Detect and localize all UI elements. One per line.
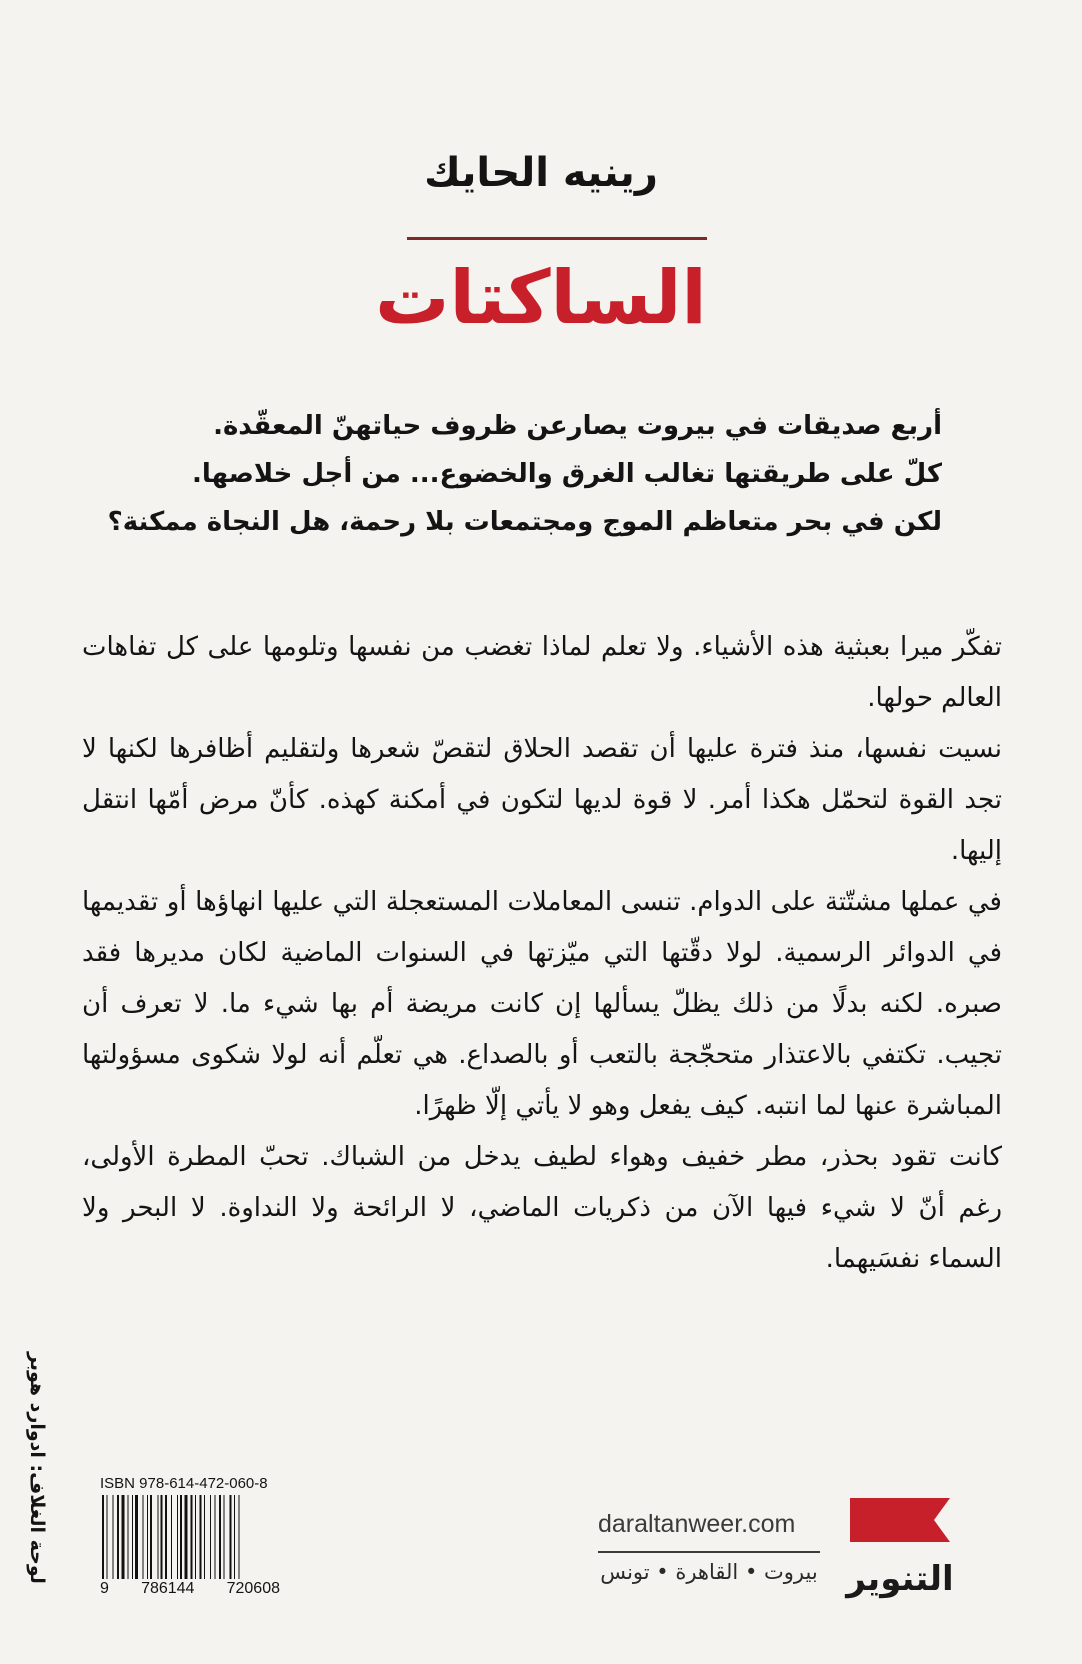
barcode-bar <box>143 1495 144 1579</box>
blurb-line: كلّ على طريقتها تغالب الغرق والخضوع... من أجل خلاصها. <box>191 459 942 489</box>
barcode-digit-group: 786144 <box>141 1580 195 1597</box>
barcode-bar <box>191 1495 193 1579</box>
excerpt-paragraph: تفكّر ميرا بعبثية هذه الأشياء. ولا تعلم لماذا تغضب من نفسها وتلومها على كل تفاهات العالم حولها. <box>82 632 1002 713</box>
barcode-digit-group: 720608 <box>226 1580 280 1597</box>
barcode-bar <box>230 1495 232 1579</box>
barcode <box>100 1495 280 1579</box>
book-title: الساكتات <box>375 255 707 341</box>
cover-art-credit: لوحة الغلاف: ادوارد هوبر <box>26 1352 48 1584</box>
blurb <box>107 402 942 546</box>
barcode-bar <box>147 1495 148 1579</box>
title-divider <box>407 237 707 240</box>
barcode-bar <box>158 1495 159 1579</box>
isbn: ISBN 978-614-472-060-8 <box>100 1475 268 1492</box>
blurb-line: لكن في بحر متعاظم الموج ومجتمعات بلا رحمة، هل النجاة ممكنة؟ <box>107 507 942 537</box>
barcode-bar <box>122 1495 125 1579</box>
barcode-bar <box>210 1495 211 1579</box>
barcode-bar <box>107 1495 108 1579</box>
barcode-bar <box>195 1495 196 1579</box>
barcode-bar <box>171 1495 172 1579</box>
barcode-bar <box>224 1495 225 1579</box>
publisher-divider <box>598 1551 820 1553</box>
barcode-digits <box>100 1580 280 1598</box>
blurb-line: أربع صديقات في بيروت يصارعن ظروف حياتهنّ المعقّدة. <box>213 411 942 441</box>
author-name: رينيه الحايك <box>424 150 658 196</box>
barcode-bar <box>185 1495 188 1579</box>
publisher-website: daraltanweer.com <box>598 1510 796 1538</box>
barcode-bar <box>200 1495 202 1579</box>
barcode-bar <box>234 1495 235 1579</box>
barcode-bar <box>135 1495 138 1579</box>
barcode-bar <box>113 1495 114 1579</box>
excerpt <box>82 622 1002 1285</box>
barcode-bar <box>219 1495 221 1579</box>
publisher-cities: بيروت • القاهرة • تونس <box>600 1560 818 1584</box>
publisher-logo <box>830 1490 970 1600</box>
barcode-bar <box>161 1495 163 1579</box>
flag-icon <box>850 1498 950 1542</box>
barcode-bar <box>102 1495 104 1579</box>
barcode-bar <box>128 1495 129 1579</box>
barcode-bar <box>117 1495 119 1579</box>
barcode-bar <box>204 1495 205 1579</box>
barcode-bar <box>177 1495 178 1579</box>
barcode-bar <box>215 1495 216 1579</box>
barcode-bar <box>150 1495 152 1579</box>
excerpt-paragraph: في عملها مشتّتة على الدوام. تنسى المعاملات المستعجلة التي عليها انهاؤها أو تقديمها في الدوائر الرسمية. لولا دقّتها التي ميّزتها في السنوات الماضية لكان مديرها فقد صبره. لكنه بدلًا من ذلك يظلّ يسألها إن كانت مريضة أم بها شيء ما. لا تعرف أن تجيب. تكتفي بالاعتذار متحجّجة بالتعب أو بالصداع. هي تعلّم أنه لولا شكوى مسؤولتها المباشرة عنها لما انتبه. كيف يفعل وهو لا يأتي إلّا ظهرًا. <box>82 887 1002 1121</box>
barcode-digit-group: 9 <box>100 1580 109 1597</box>
barcode-bar <box>165 1495 167 1579</box>
excerpt-paragraph: نسيت نفسها، منذ فترة عليها أن تقصد الحلاق لتقصّ شعرها ولتقليم أظافرها لكنها لا تجد القوة لتحمّل هكذا أمر. لا قوة لديها لتكون في أمكنة كهذه. كأنّ مرض أمّها انتقل إليها. <box>82 734 1002 866</box>
logo-text: التنوير <box>846 1559 954 1599</box>
barcode-bar <box>132 1495 133 1579</box>
barcode-bar <box>180 1495 182 1579</box>
barcode-bar <box>239 1495 240 1579</box>
excerpt-paragraph: كانت تقود بحذر، مطر خفيف وهواء لطيف يدخل من الشباك. تحبّ المطرة الأولى، رغم أنّ لا شيء فيها الآن من ذكريات الماضي، لا الرائحة ولا النداوة. لا البحر ولا السماء نفسَيهما. <box>82 1142 1002 1274</box>
